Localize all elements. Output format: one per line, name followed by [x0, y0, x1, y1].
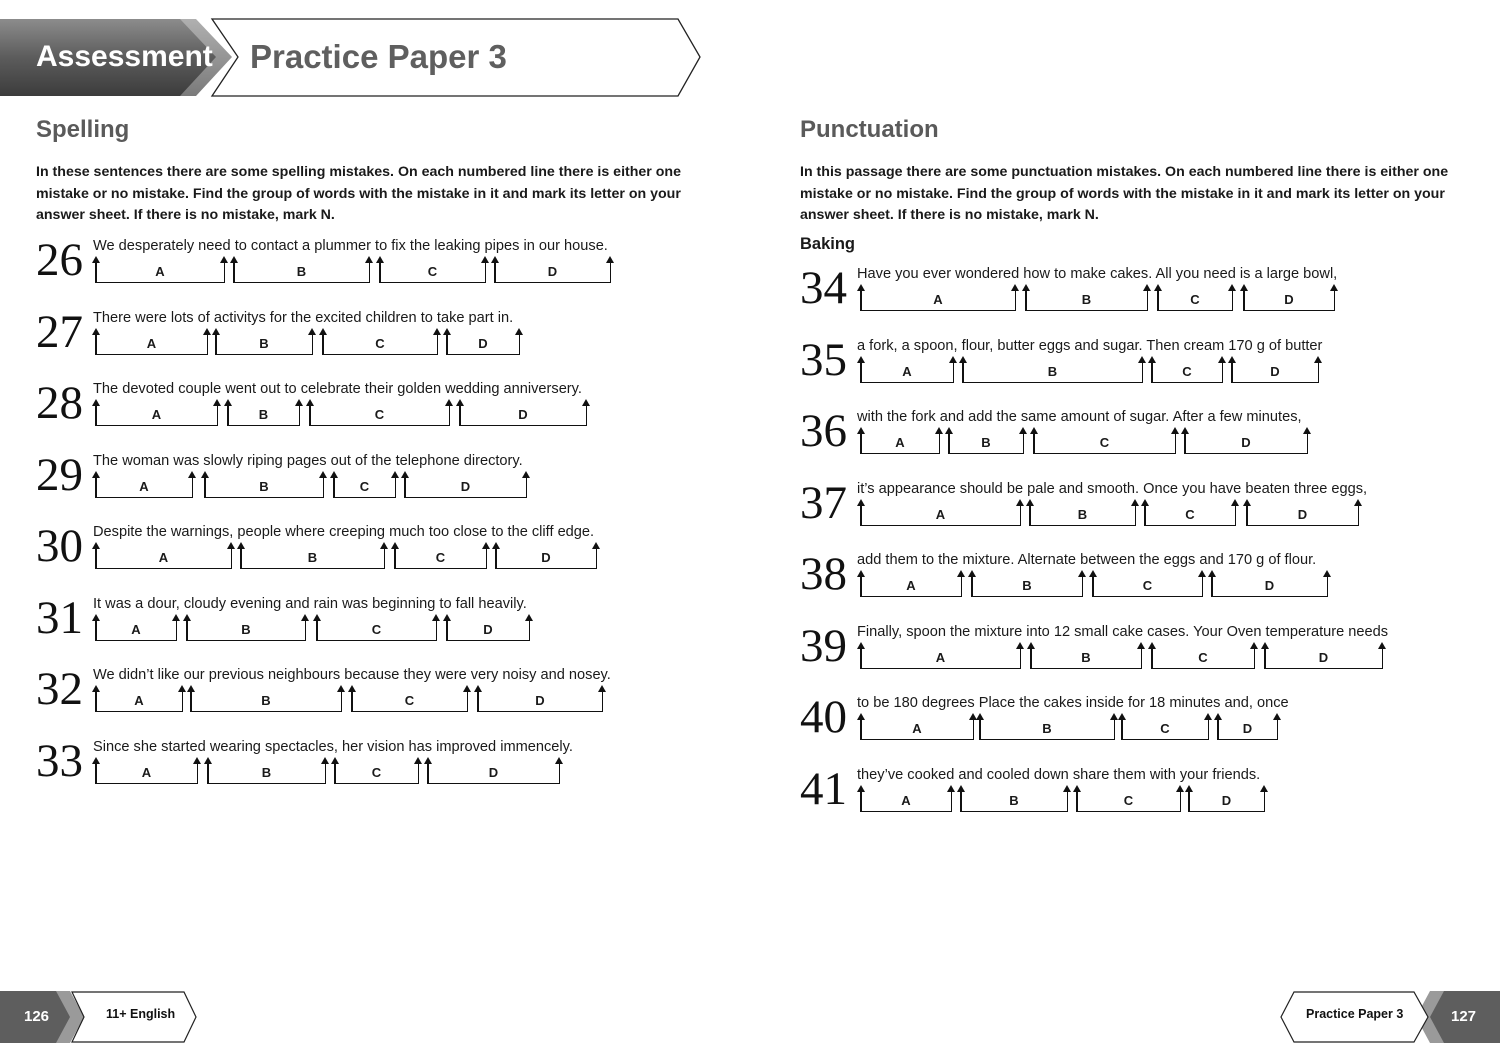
question-41 [800, 763, 1480, 827]
option-label: D [1297, 507, 1308, 522]
bracket-line [333, 497, 396, 499]
question-33 [36, 735, 716, 799]
bracket-line [394, 568, 487, 570]
question-37 [800, 477, 1480, 541]
option-label: C [404, 693, 415, 708]
option-c-segment[interactable] [1151, 643, 1255, 669]
option-label: D [1284, 292, 1294, 307]
option-label: A [131, 622, 141, 637]
option-d-segment[interactable] [1231, 357, 1319, 383]
option-b-segment[interactable] [962, 357, 1143, 383]
question-36 [800, 405, 1480, 469]
question-sentence: Despite the warnings, people where creeping much too close to the cliff edge. [93, 524, 595, 540]
bracket-line [1246, 525, 1359, 527]
option-label: A [158, 550, 169, 565]
option-c-segment[interactable] [333, 472, 396, 498]
option-d-segment[interactable] [1188, 786, 1265, 812]
bracket-line [95, 282, 225, 284]
bracket-line [860, 596, 962, 598]
bracket-line [316, 640, 437, 642]
option-label: B [981, 435, 991, 450]
question-28 [36, 377, 716, 441]
option-label: D [483, 622, 493, 637]
option-label: D [535, 693, 545, 708]
bracket-line [95, 711, 183, 713]
option-label: A [902, 364, 912, 379]
question-27 [36, 306, 716, 370]
spelling-heading: Spelling [36, 116, 130, 143]
question-number: 41 [800, 763, 847, 815]
option-a-segment[interactable] [860, 714, 974, 740]
option-label: C [427, 264, 438, 279]
punctuation-instructions: In this passage there are some punctuation mistakes. On each numbered line there is either one mistake or no mistake. Find the group of words with the mistake in it and mark its letter on your answer sheet. If there is no mistake, mark N. [800, 164, 1449, 223]
bracket-line [95, 640, 177, 642]
option-d-segment[interactable] [494, 257, 611, 283]
bracket-line [1188, 811, 1265, 813]
option-c-segment[interactable] [309, 400, 450, 426]
option-d-segment[interactable] [1217, 714, 1278, 740]
option-c-segment[interactable] [334, 758, 419, 784]
bracket-line [240, 568, 385, 570]
question-number: 29 [36, 449, 83, 501]
question-sentence: to be 180 degrees Place the cakes inside for 18 minutes and, once [857, 695, 1289, 711]
question-number: 37 [800, 477, 847, 529]
option-d-segment[interactable] [1246, 500, 1359, 526]
bracket-line [860, 453, 940, 455]
option-d-segment[interactable] [1184, 428, 1308, 454]
bracket-line [233, 282, 370, 284]
passage-title: Baking [800, 234, 856, 253]
option-label: A [912, 721, 922, 736]
option-label: D [1241, 435, 1251, 450]
option-label: A [139, 479, 149, 494]
option-c-segment[interactable] [322, 329, 438, 355]
bracket-line [95, 425, 218, 427]
question-sentence: Since she started wearing spectacles, her vision has improved immencely. [93, 739, 573, 755]
option-label: C [375, 336, 385, 351]
option-d-segment[interactable] [404, 472, 527, 498]
option-label: C [371, 765, 382, 780]
bracket-line [979, 739, 1115, 741]
option-b-segment[interactable] [207, 758, 326, 784]
option-d-segment[interactable] [1243, 285, 1335, 311]
bracket-line [1217, 739, 1278, 741]
footer-left-label: 11+ English [106, 1007, 176, 1021]
header-banner [0, 18, 702, 98]
bracket-line [494, 282, 611, 284]
bracket-line [227, 425, 300, 427]
option-a-segment[interactable] [95, 257, 225, 283]
option-label: A [146, 336, 157, 351]
option-label: C [1198, 650, 1208, 665]
option-c-segment[interactable] [316, 615, 437, 641]
option-d-segment[interactable] [446, 615, 530, 641]
bracket-line [860, 310, 1016, 312]
bracket-line [351, 711, 468, 713]
bracket-line [1092, 596, 1203, 598]
question-number: 35 [800, 334, 847, 386]
option-d-segment[interactable] [477, 686, 603, 712]
question-sentence: There were lots of activitys for the excited children to take part in. [93, 310, 514, 326]
option-a-segment[interactable] [95, 472, 193, 498]
option-c-segment[interactable] [351, 686, 468, 712]
option-c-segment[interactable] [1144, 500, 1236, 526]
option-label: D [1242, 721, 1253, 736]
question-sentence: We desperately need to contact a plummer to fix the leaking pipes in our house. [93, 238, 608, 254]
question-number: 30 [36, 520, 83, 572]
bracket-line [207, 783, 326, 785]
option-label: B [1042, 721, 1052, 736]
option-c-segment[interactable] [1121, 714, 1209, 740]
option-label: D [488, 765, 499, 780]
option-label: B [1081, 650, 1091, 665]
option-b-segment[interactable] [971, 571, 1083, 597]
option-label: A [895, 435, 905, 450]
bracket-line [95, 497, 193, 499]
bracket-line [960, 811, 1068, 813]
bracket-line [860, 525, 1021, 527]
question-number: 40 [800, 691, 847, 743]
question-39 [800, 620, 1480, 684]
question-sentence: with the fork and add the same amount of sugar. After a few minutes, [857, 409, 1302, 425]
bracket-line [95, 568, 232, 570]
option-c-segment[interactable] [1151, 357, 1223, 383]
question-34 [800, 262, 1480, 326]
question-sentence: The devoted couple went out to celebrate their golden wedding anniversery. [93, 381, 582, 397]
bracket-line [495, 568, 597, 570]
option-a-segment[interactable] [860, 500, 1021, 526]
option-a-segment[interactable] [860, 357, 954, 383]
question-sentence: add them to the mixture. Alternate between the eggs and 170 g of flour. [857, 552, 1317, 568]
bracket-line [1029, 525, 1136, 527]
punctuation-heading: Punctuation [800, 116, 939, 143]
option-label: D [541, 550, 551, 565]
bracket-line [379, 282, 486, 284]
option-c-segment[interactable] [394, 543, 487, 569]
bracket-line [215, 354, 313, 356]
option-c-segment[interactable] [1033, 428, 1176, 454]
option-b-segment[interactable] [186, 615, 306, 641]
option-label: B [261, 765, 272, 780]
question-number: 27 [36, 306, 83, 358]
question-32 [36, 663, 716, 727]
option-label: B [261, 693, 271, 708]
question-sentence: We didn’t like our previous neighbours because they were very noisy and nosey. [93, 667, 611, 683]
bracket-line [477, 711, 603, 713]
option-a-segment[interactable] [860, 428, 940, 454]
option-c-segment[interactable] [379, 257, 486, 283]
option-label: D [1318, 650, 1329, 665]
option-label: B [259, 336, 269, 351]
bracket-line [971, 596, 1083, 598]
bracket-line [1144, 525, 1236, 527]
bracket-line [95, 354, 208, 356]
bracket-line [1211, 596, 1328, 598]
question-35 [800, 334, 1480, 398]
option-label: C [374, 407, 385, 422]
option-b-segment[interactable] [204, 472, 324, 498]
question-30 [36, 520, 716, 584]
option-a-segment[interactable] [95, 543, 232, 569]
question-number: 28 [36, 377, 83, 429]
bracket-line [427, 783, 560, 785]
bracket-line [860, 668, 1021, 670]
option-label: A [933, 292, 943, 307]
option-label: D [478, 336, 488, 351]
option-label: C [1099, 435, 1110, 450]
option-label: A [935, 650, 946, 665]
option-label: B [258, 407, 269, 422]
option-label: C [371, 622, 382, 637]
question-38 [800, 548, 1480, 612]
question-number: 38 [800, 548, 847, 600]
question-number: 31 [36, 592, 83, 644]
option-label: D [1221, 793, 1232, 808]
option-b-segment[interactable] [227, 400, 300, 426]
option-a-segment[interactable] [95, 686, 183, 712]
option-b-segment[interactable] [979, 714, 1115, 740]
option-a-segment[interactable] [860, 786, 952, 812]
option-b-segment[interactable] [1025, 285, 1148, 311]
option-label: B [1009, 793, 1019, 808]
bracket-line [1151, 668, 1255, 670]
option-label: A [935, 507, 946, 522]
option-label: A [141, 765, 152, 780]
footer-right-label: Practice Paper 3 [1306, 1007, 1404, 1021]
footer-right [1280, 991, 1500, 1043]
option-label: B [1077, 507, 1088, 522]
question-sentence: they’ve cooked and cooled down share them with your friends. [857, 767, 1261, 783]
option-label: C [1190, 292, 1200, 307]
bracket-line [860, 382, 954, 384]
option-d-segment[interactable] [495, 543, 597, 569]
option-b-segment[interactable] [233, 257, 370, 283]
bracket-line [459, 425, 587, 427]
option-b-segment[interactable] [190, 686, 342, 712]
option-a-segment[interactable] [95, 758, 198, 784]
option-c-segment[interactable] [1076, 786, 1181, 812]
option-label: A [155, 264, 165, 279]
option-label: B [307, 550, 318, 565]
bracket-line [334, 783, 419, 785]
option-label: A [901, 793, 911, 808]
bracket-line [1121, 739, 1209, 741]
option-label: C [1123, 793, 1134, 808]
question-26 [36, 234, 716, 298]
section-label: Assessment [36, 40, 213, 73]
bracket-line [322, 354, 438, 356]
option-label: A [134, 693, 144, 708]
bracket-line [1243, 310, 1335, 312]
bracket-line [404, 497, 527, 499]
page-number-right: 127 [1451, 1008, 1477, 1025]
option-label: B [1022, 578, 1032, 593]
bracket-line [190, 711, 342, 713]
option-a-segment[interactable] [860, 285, 1016, 311]
option-b-segment[interactable] [948, 428, 1024, 454]
bracket-line [309, 425, 450, 427]
question-sentence: a fork, a spoon, flour, butter eggs and sugar. Then cream 170 g of butter [857, 338, 1323, 354]
question-40 [800, 691, 1480, 755]
question-29 [36, 449, 716, 513]
question-sentence: It was a dour, cloudy evening and rain was beginning to fall heavily. [93, 596, 527, 612]
bracket-line [95, 783, 198, 785]
bracket-line [1076, 811, 1181, 813]
option-b-segment[interactable] [960, 786, 1068, 812]
bracket-line [1184, 453, 1308, 455]
option-d-segment[interactable] [1211, 571, 1328, 597]
option-label: B [241, 622, 251, 637]
question-sentence: The woman was slowly riping pages out of the telephone directory. [93, 453, 523, 469]
footer-left [0, 991, 200, 1043]
option-a-segment[interactable] [95, 400, 218, 426]
option-label: C [1142, 578, 1153, 593]
question-number: 36 [800, 405, 847, 457]
option-a-segment[interactable] [860, 571, 962, 597]
question-number: 34 [800, 262, 847, 314]
option-label: D [518, 407, 528, 422]
option-b-segment[interactable] [1030, 643, 1142, 669]
option-label: C [359, 479, 370, 494]
bracket-line [860, 739, 974, 741]
punctuation-section [800, 116, 1450, 255]
spelling-section [36, 116, 686, 227]
bracket-line [446, 354, 520, 356]
bracket-line [204, 497, 324, 499]
option-label: B [1081, 292, 1092, 307]
option-label: D [1264, 578, 1275, 593]
option-d-segment[interactable] [1264, 643, 1383, 669]
question-number: 26 [36, 234, 83, 286]
bracket-line [1151, 382, 1223, 384]
option-a-segment[interactable] [95, 329, 208, 355]
option-a-segment[interactable] [860, 643, 1021, 669]
question-number: 39 [800, 620, 847, 672]
option-label: A [151, 407, 162, 422]
option-label: C [435, 550, 446, 565]
question-31 [36, 592, 716, 656]
bracket-line [962, 382, 1143, 384]
bracket-line [948, 453, 1024, 455]
option-c-segment[interactable] [1157, 285, 1233, 311]
option-label: C [1182, 364, 1192, 379]
bracket-line [1025, 310, 1148, 312]
option-c-segment[interactable] [1092, 571, 1203, 597]
bracket-line [446, 640, 530, 642]
bracket-line [1157, 310, 1233, 312]
option-label: C [1185, 507, 1195, 522]
option-label: B [296, 264, 307, 279]
bracket-line [186, 640, 306, 642]
option-a-segment[interactable] [95, 615, 177, 641]
bracket-line [1264, 668, 1383, 670]
option-label: B [1047, 364, 1058, 379]
spelling-instructions: In these sentences there are some spelling mistakes. On each numbered line there is either one mistake or no mistake. Find the group of words with the mistake in it and mark its letter on your answer sheet. If there is no mistake, mark N. [36, 164, 681, 223]
question-number: 32 [36, 663, 83, 715]
option-d-segment[interactable] [427, 758, 560, 784]
option-label: A [906, 578, 916, 593]
bracket-line [1231, 382, 1319, 384]
question-number: 33 [36, 735, 83, 787]
bracket-line [1033, 453, 1176, 455]
question-sentence: Finally, spoon the mixture into 12 small cake cases. Your Oven temperature needs [857, 624, 1389, 640]
bracket-line [860, 811, 952, 813]
question-sentence: it’s appearance should be pale and smooth. Once you have beaten three eggs, [857, 481, 1368, 497]
option-d-segment[interactable] [446, 329, 520, 355]
option-b-segment[interactable] [215, 329, 313, 355]
option-label: B [259, 479, 269, 494]
option-label: D [1270, 364, 1280, 379]
option-label: D [460, 479, 471, 494]
option-label: D [547, 264, 558, 279]
option-label: C [1160, 721, 1170, 736]
question-sentence: Have you ever wondered how to make cakes. All you need is a large bowl, [857, 266, 1338, 282]
option-b-segment[interactable] [1029, 500, 1136, 526]
page-number-left: 126 [24, 1008, 50, 1025]
option-b-segment[interactable] [240, 543, 385, 569]
paper-title: Practice Paper 3 [250, 38, 507, 75]
option-d-segment[interactable] [459, 400, 587, 426]
bracket-line [1030, 668, 1142, 670]
